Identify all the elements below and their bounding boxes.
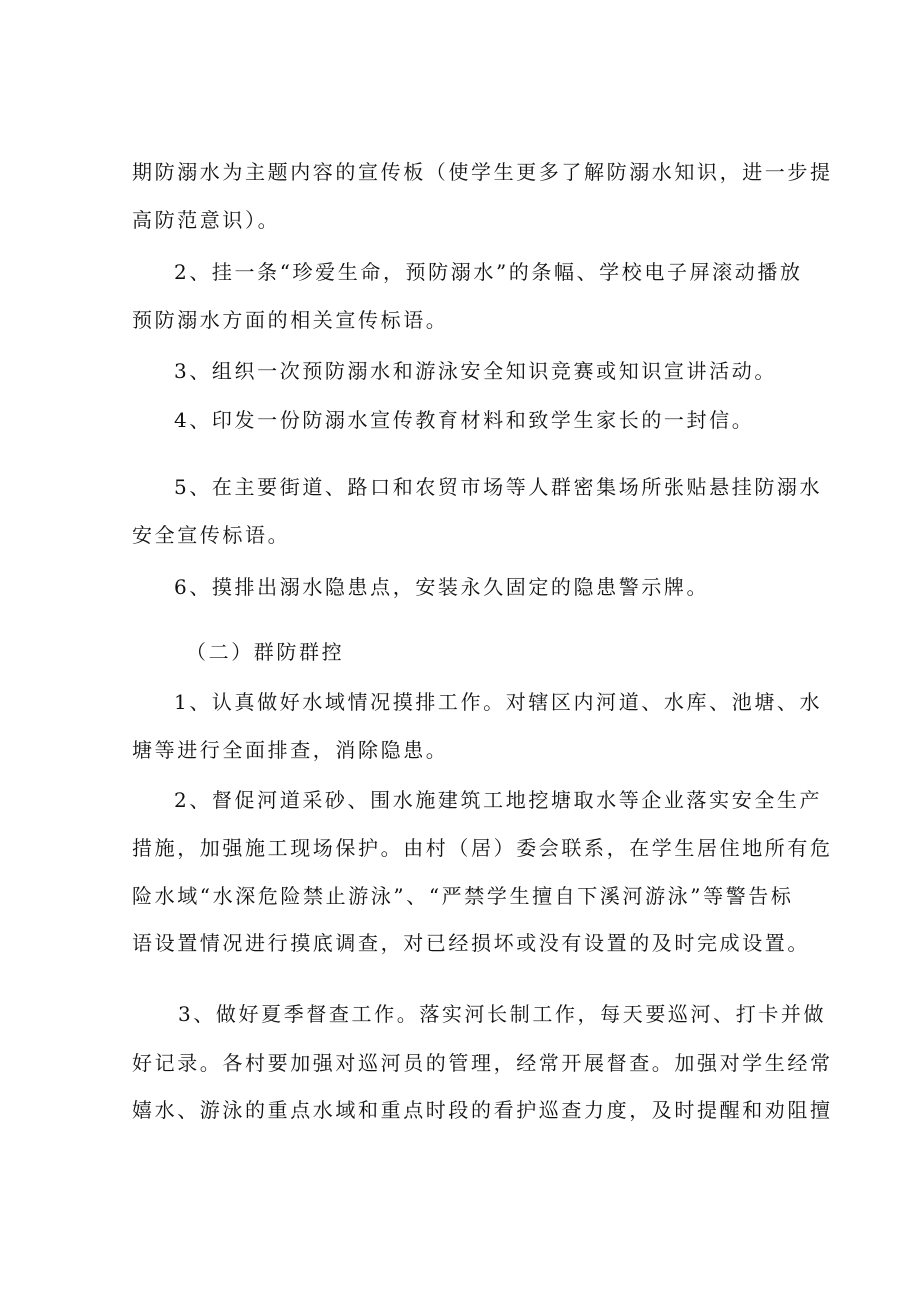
group-item-2-line-1: 2、督促河道采砂、围水施建筑工地挖塘取水等企业落实安全生产: [174, 788, 823, 812]
list-item-2-line-1: 2、挂一条“珍爱生命，预防溺水”的条幅、学校电子屏滚动播放: [174, 260, 803, 284]
group-item-3-line-3: 嬉水、游泳的重点水域和重点时段的看护巡查力度，及时提醒和劝阻擅: [132, 1098, 833, 1122]
group-item-1-line-2: 塘等进行全面排查，消除隐患。: [132, 738, 449, 762]
group-item-3-line-1: 3、做好夏季督查工作。落实河长制工作，每天要巡河、打卡并做: [178, 1002, 827, 1026]
list-item-5-line-2: 安全宣传标语。: [132, 523, 291, 547]
list-item-5-line-1: 5、在主要街道、路口和农贸市场等人群密集场所张贴悬挂防溺水: [174, 475, 823, 499]
body-line: 高防范意识）。: [132, 208, 281, 232]
group-item-1-line-1: 1、认真做好水域情况摸排工作。对辖区内河道、水库、池塘、水: [174, 690, 823, 714]
list-item-4: 4、印发一份防溺水宣传教育材料和致学生家长的一封信。: [174, 408, 755, 432]
list-item-6: 6、摸排出溺水隐患点，安装永久固定的隐患警示牌。: [174, 575, 710, 599]
group-item-2-line-2: 措施，加强施工现场保护。由村（居）委会联系，在学生居住地所有危: [132, 836, 833, 860]
group-item-3-line-2: 好记录。各村要加强对巡河员的管理，经常开展督查。加强对学生经常: [132, 1051, 833, 1075]
group-item-2-line-4: 语设置情况进行摸底调查，对已经损坏或没有设置的及时完成设置。: [132, 931, 810, 955]
section-heading: （二）群防群控: [186, 640, 345, 664]
list-item-3: 3、组织一次预防溺水和游泳安全知识竞赛或知识宣讲活动。: [174, 359, 777, 383]
body-line: 期防溺水为主题内容的宣传板（使学生更多了解防溺水知识，进一步提: [132, 160, 833, 184]
group-item-2-line-3: 险水域“水深危险禁止游泳”、“严禁学生擅自下溪河游泳”等警告标: [132, 884, 794, 908]
list-item-2-line-2: 预防溺水方面的相关宣传标语。: [132, 308, 449, 332]
